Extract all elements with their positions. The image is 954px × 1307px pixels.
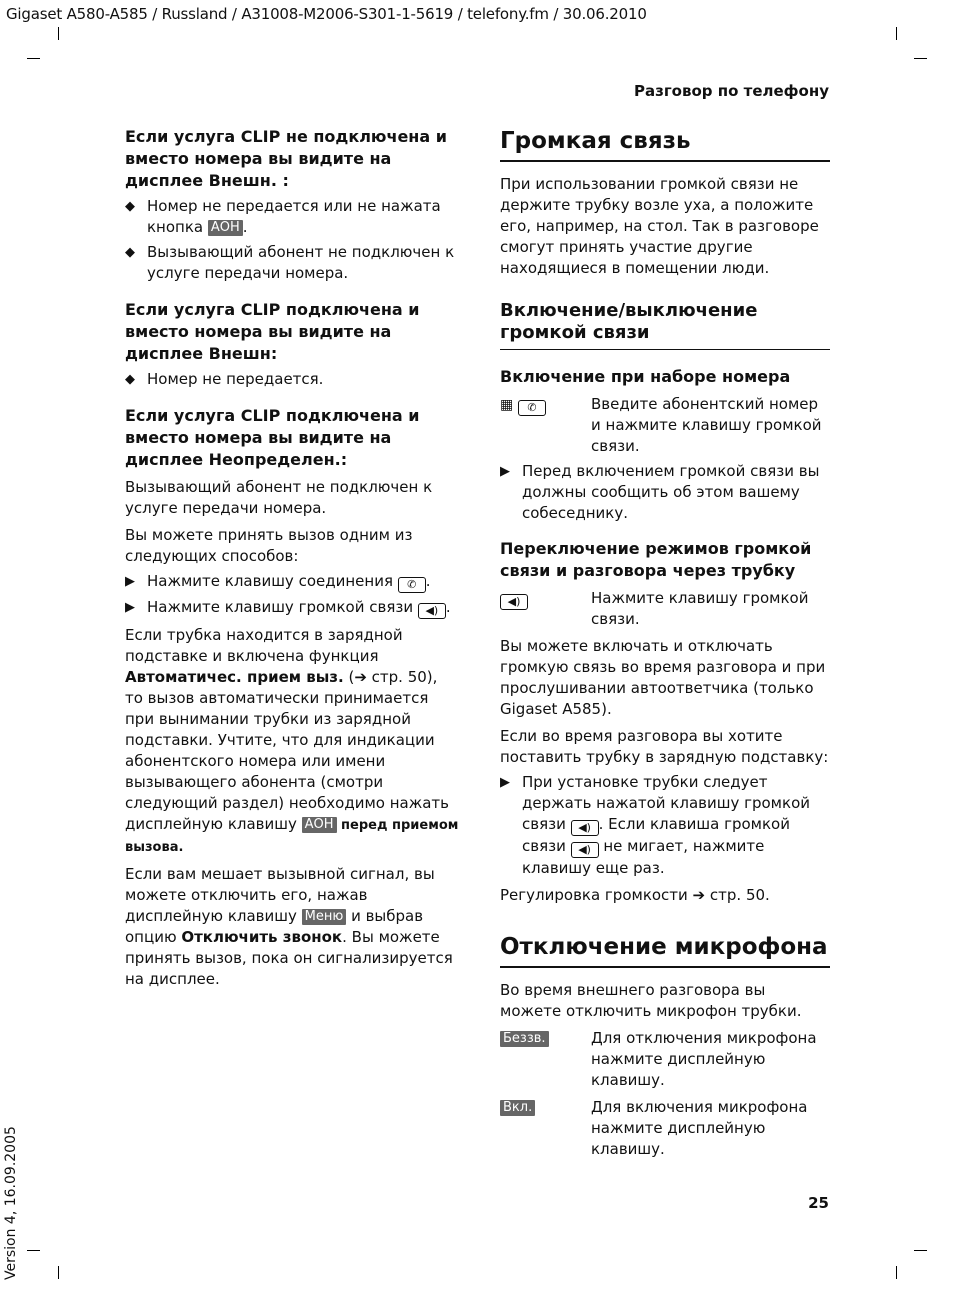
key-instruction: ▦ ✆ Введите абонентский номер и нажмите клавишу громкой связи. xyxy=(500,395,822,455)
page-number: 25 xyxy=(808,1194,829,1212)
arrow-right-icon: ▶ xyxy=(500,775,510,790)
bullet-item: ◆ Номер не передается или не нажата кнопка АОН . xyxy=(125,197,441,236)
version-label: Version 4, 16.09.2005 xyxy=(3,1126,19,1280)
softkey-menu: Меню xyxy=(302,909,347,925)
action-item: ▶ Перед включением громкой связи вы должны сообщить об этом вашему собеседнику. xyxy=(500,462,820,522)
crop-mark xyxy=(896,27,897,40)
subsection-heading: Включение/выключение громкой связи xyxy=(500,300,830,350)
bullet-item: ◆ Вызывающий абонент не подключен к услуге передачи номера. xyxy=(125,243,455,282)
document-header: Gigaset A580-A585 / Russland / A31008-M2006-S301-1-5619 / telefony.fm / 30.06.2010 xyxy=(6,5,647,23)
speaker-key-icon: ◀) xyxy=(418,603,446,619)
right-column xyxy=(500,126,830,1160)
paragraph: Если вам мешает вызывной сигнал, вы можете отключить его, нажав дисплейную клавишу Меню и выбрав опцию Отключить звонок. Вы можете принять вызов, пока он сигнализируется на дисплее. xyxy=(125,865,453,988)
paragraph: Вы можете принять вызов одним из следующих способов: xyxy=(125,526,413,565)
chapter-heading: Громкая связь xyxy=(500,126,830,162)
key-instruction: ◀) Нажмите клавишу громкой связи. xyxy=(500,588,830,630)
crop-mark xyxy=(914,58,927,59)
paragraph: Вы можете включать и отключать громкую связь во время разговора и при прослушивании автоответчика (только Gigaset A585). xyxy=(500,637,826,718)
crop-mark xyxy=(27,58,40,59)
diamond-icon: ◆ xyxy=(125,199,135,214)
speaker-key-icon: ✆ xyxy=(518,400,546,416)
arrow-right-icon: ▶ xyxy=(125,574,135,589)
paragraph: Вызывающий абонент не подключен к услуге передачи номера. xyxy=(125,478,433,517)
crop-mark xyxy=(58,1266,59,1279)
crop-mark xyxy=(914,1250,927,1251)
key-instruction: Вкл. Для включения микрофона нажмите дисплейную клавишу. xyxy=(500,1097,830,1160)
softkey-aon: АОН xyxy=(302,817,337,833)
paragraph: Если трубка находится в зарядной подставке и включена функция Автоматичес. прием выз. (➔ стр. 50), то вызов автоматически принимается при вынимании трубки из зарядной подставки. Учтите, что для индикации абонентского номера или имени вызывающего абонента (смотри следующий раздел) необходимо нажать дисплейную клавишу АОН перед приемом вызова. xyxy=(125,626,459,855)
paragraph: Если во время разговора вы хотите поставить трубку в зарядную подставку: xyxy=(500,727,829,766)
diamond-icon: ◆ xyxy=(125,245,135,260)
section-heading: Если услуга CLIP подключена и вместо номера вы видите на дисплее Неопределен.: xyxy=(125,406,420,469)
speaker-key-icon: ◀) xyxy=(500,594,528,610)
diamond-icon: ◆ xyxy=(125,372,135,387)
speaker-key-icon: ◀) xyxy=(571,820,599,836)
keypad-and-speaker-icons xyxy=(500,394,591,457)
crop-mark xyxy=(896,1266,897,1279)
call-key-icon: ✆ xyxy=(398,577,426,593)
arrow-right-icon: ▶ xyxy=(500,464,510,479)
bullet-item: ◆ Номер не передается. xyxy=(125,370,324,388)
softkey-mute: Беззв. xyxy=(500,1031,549,1047)
keypad-icon: ▦ xyxy=(500,397,514,413)
left-column xyxy=(125,126,460,990)
chapter-heading: Отключение микрофона xyxy=(500,932,830,968)
section-heading: Если услуга CLIP не подключена и вместо номера вы видите на дисплее Внешн. : xyxy=(125,127,447,190)
section-heading: Если услуга CLIP подключена и вместо номера вы видите на дисплее Внешн: xyxy=(125,300,420,363)
action-item: ▶ Нажмите клавишу громкой связи ◀) . xyxy=(125,598,451,617)
section-heading: Включение при наборе номера xyxy=(500,367,791,386)
paragraph: Регулировка громкости ➔ стр. 50. xyxy=(500,886,770,904)
softkey-on: Вкл. xyxy=(500,1100,535,1116)
speaker-key-icon: ◀) xyxy=(571,842,599,858)
softkey-aon: АОН xyxy=(208,220,243,236)
paragraph: Во время внешнего разговора вы можете отключить микрофон трубки. xyxy=(500,981,802,1020)
arrow-right-icon: ▶ xyxy=(125,600,135,615)
action-item: ▶ Нажмите клавишу соединения ✆ . xyxy=(125,572,431,591)
crop-mark xyxy=(58,27,59,40)
running-head: Разговор по телефону xyxy=(634,82,829,100)
action-item: ▶ При установке трубки следует держать нажатой клавишу громкой связи ◀) . Если клавиша громкой связи ◀) не мигает, нажмите клавишу еще раз. xyxy=(500,773,810,877)
paragraph: При использовании громкой связи не держите трубку возле уха, а положите его, например, на стол. Так в разговоре смогут принять участие другие находящиеся в помещении люди. xyxy=(500,175,819,277)
key-instruction: Беззв. Для отключения микрофона нажмите дисплейную клавишу. xyxy=(500,1028,830,1091)
section-heading: Переключение режимов громкой связи и разговора через трубку xyxy=(500,539,812,580)
crop-mark xyxy=(27,1250,40,1251)
